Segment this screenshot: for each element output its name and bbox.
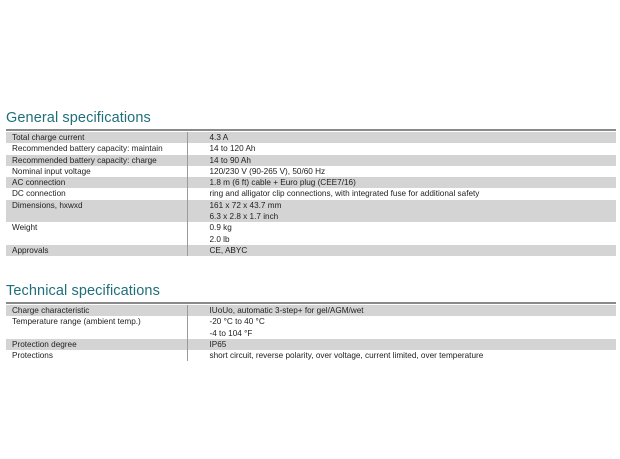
general-specifications-title: General specifications bbox=[6, 110, 151, 126]
spec-value-line: CE, ABYC bbox=[209, 245, 248, 255]
spec-value-line: 0.9 kg bbox=[209, 223, 232, 233]
spec-row bbox=[6, 200, 616, 223]
spec-value bbox=[187, 166, 616, 177]
spec-value-line: 1.8 m (6 ft) cable + Euro plug (CEE7/16) bbox=[209, 178, 356, 188]
general-specifications-section bbox=[6, 110, 616, 256]
spec-value bbox=[187, 339, 616, 350]
spec-row bbox=[6, 166, 616, 177]
technical-specifications-section bbox=[6, 283, 616, 361]
spec-value bbox=[187, 200, 616, 223]
spec-value bbox=[187, 316, 616, 339]
technical-specifications-table bbox=[6, 304, 616, 361]
spec-label: Approvals bbox=[6, 245, 187, 256]
technical-specifications-title: Technical specifications bbox=[6, 283, 160, 299]
spec-value bbox=[187, 177, 616, 188]
spec-value bbox=[187, 222, 616, 245]
spec-label: Nominal input voltage bbox=[6, 166, 187, 177]
spec-row bbox=[6, 143, 616, 154]
spec-value bbox=[187, 132, 616, 143]
spec-label: DC connection bbox=[6, 188, 187, 199]
spec-label: Recommended battery capacity: maintain bbox=[6, 143, 187, 154]
spec-value-line: short circuit, reverse polarity, over voltage, current limited, over temperature bbox=[209, 351, 484, 361]
spec-value bbox=[187, 350, 616, 361]
spec-value-line: 2.0 lb bbox=[209, 234, 230, 244]
spec-value-line: 161 x 72 x 43.7 mm bbox=[209, 200, 282, 210]
spec-row bbox=[6, 339, 616, 350]
spec-row bbox=[6, 305, 616, 316]
spec-value-line: -4 to 104 °F bbox=[209, 328, 253, 338]
spec-label: Total charge current bbox=[6, 132, 187, 143]
spec-value bbox=[187, 245, 616, 256]
spec-value-line: IUoUo, automatic 3-step+ for gel/AGM/wet bbox=[209, 306, 364, 315]
spec-row bbox=[6, 177, 616, 188]
spec-value-line: 120/230 V (90-265 V), 50/60 Hz bbox=[209, 166, 326, 176]
spec-row bbox=[6, 350, 616, 361]
general-specifications-table bbox=[6, 131, 616, 256]
spec-value-line: 14 to 90 Ah bbox=[209, 155, 251, 165]
spec-label: AC connection bbox=[6, 177, 187, 188]
spec-value bbox=[187, 305, 616, 316]
spec-value bbox=[187, 155, 616, 166]
spec-row bbox=[6, 132, 616, 143]
spec-value-line: 6.3 x 2.8 x 1.7 inch bbox=[209, 212, 279, 222]
spec-label: Protections bbox=[6, 350, 187, 361]
spec-row bbox=[6, 245, 616, 256]
spec-value bbox=[187, 188, 616, 199]
spec-value-line: 14 to 120 Ah bbox=[209, 144, 256, 154]
spec-value bbox=[187, 143, 616, 154]
spec-row bbox=[6, 222, 616, 245]
spec-label: Charge characteristic bbox=[6, 305, 187, 316]
spec-value-line: ring and alligator clip connections, with integrated fuse for additional safety bbox=[209, 189, 480, 199]
spec-row bbox=[6, 316, 616, 339]
spec-value-line: -20 °C to 40 °C bbox=[209, 317, 265, 327]
spec-value-line: IP65 bbox=[209, 339, 227, 349]
spec-row bbox=[6, 188, 616, 199]
spec-row bbox=[6, 155, 616, 166]
spec-label: Protection degree bbox=[6, 339, 187, 350]
spec-label: Dimensions, hxwxd bbox=[6, 200, 187, 223]
spec-label: Temperature range (ambient temp.) bbox=[6, 316, 187, 339]
spec-value-line: 4.3 A bbox=[209, 133, 229, 142]
spec-label: Recommended battery capacity: charge bbox=[6, 155, 187, 166]
spec-label: Weight bbox=[6, 222, 187, 245]
